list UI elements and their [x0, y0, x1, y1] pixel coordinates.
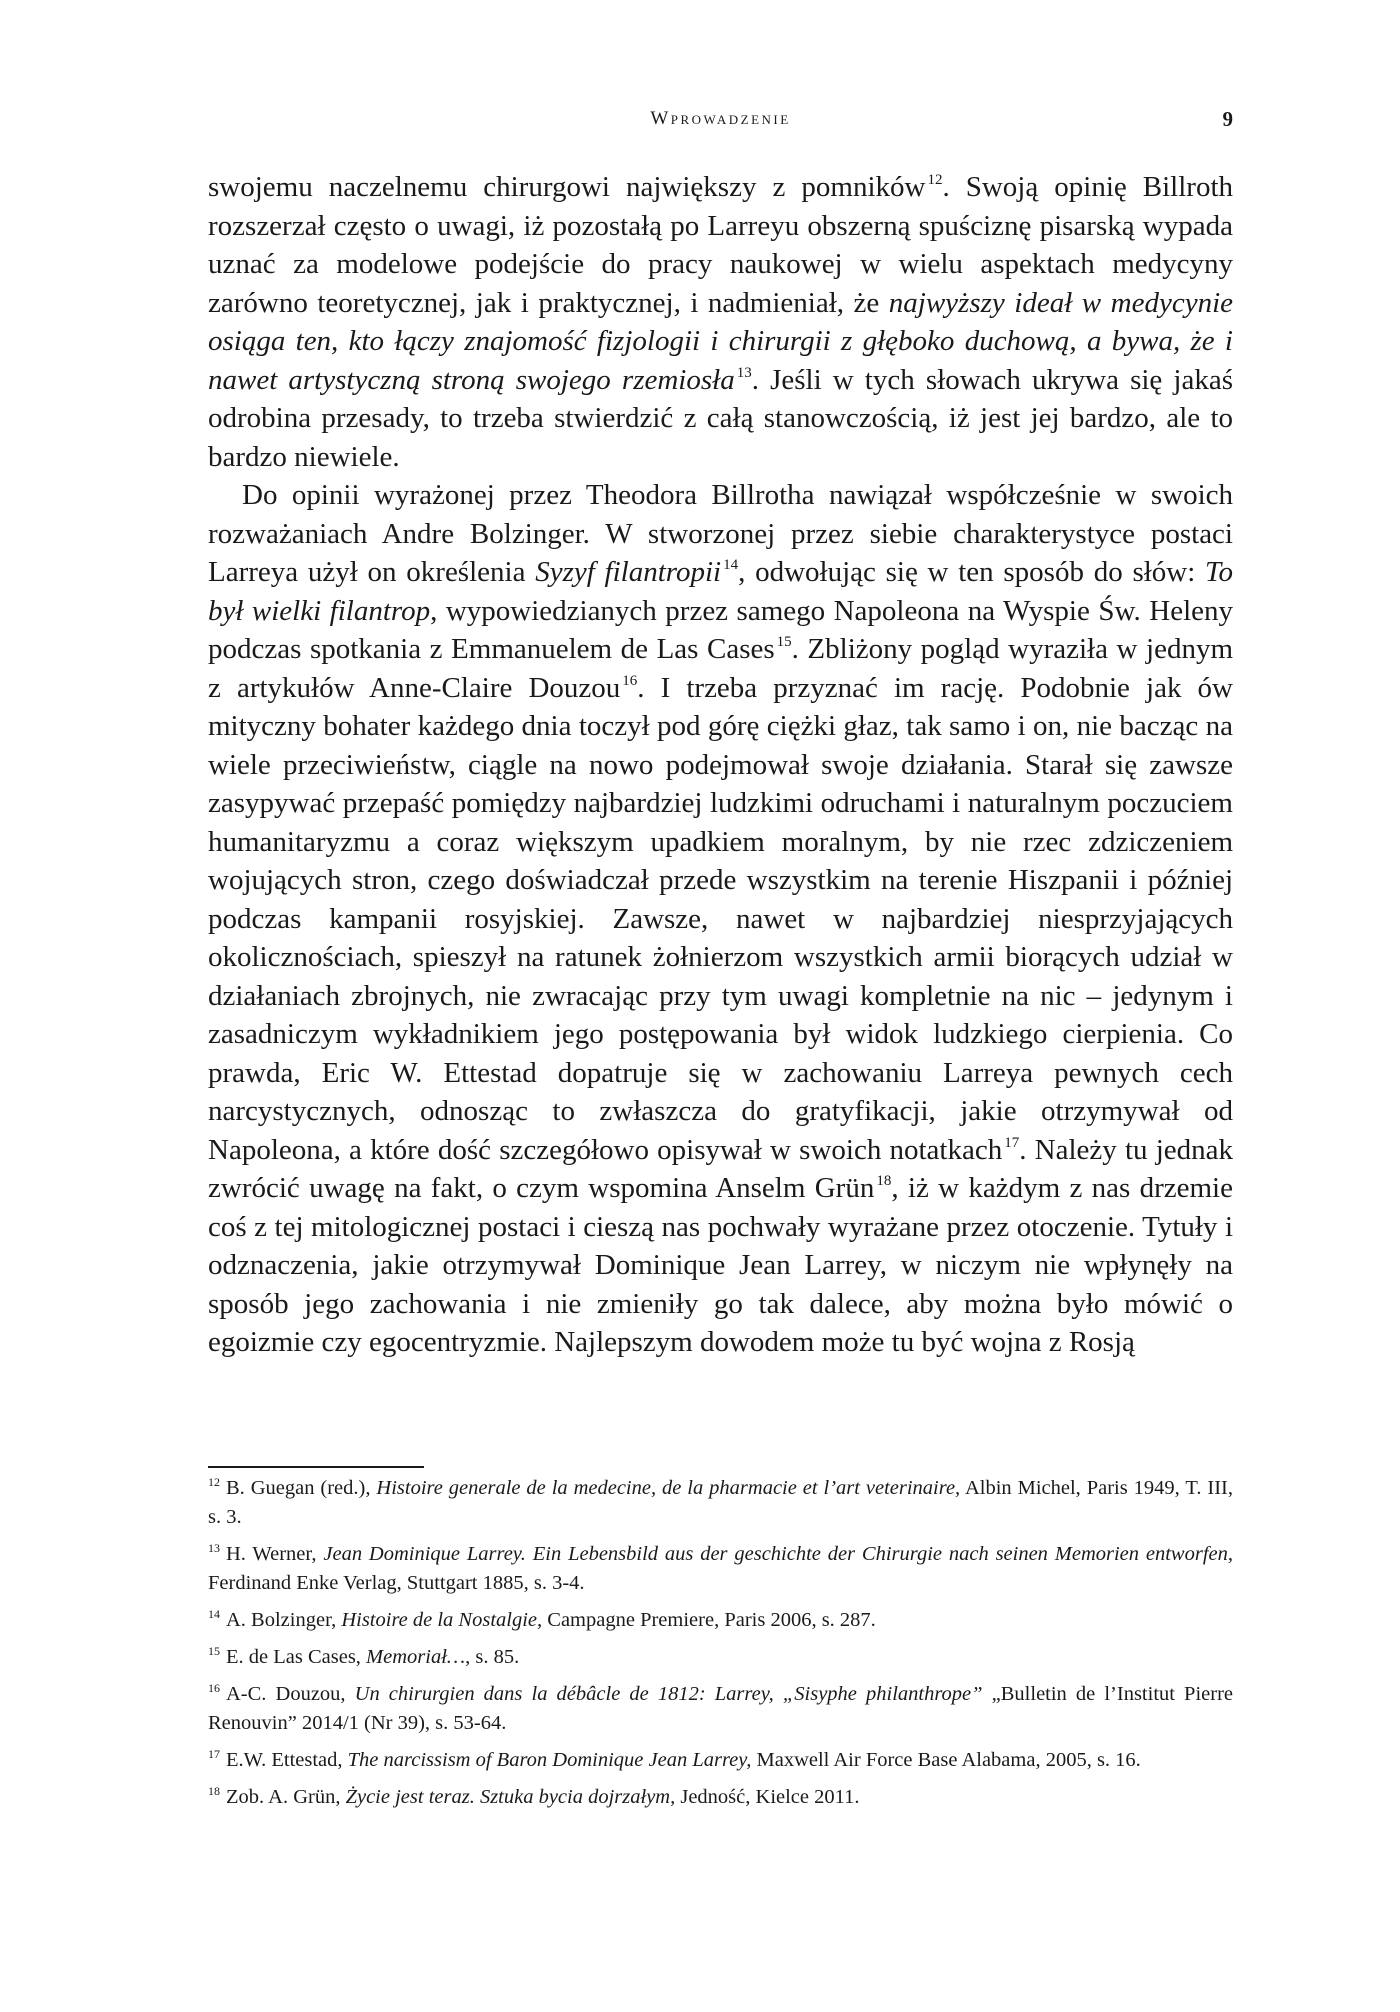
footnote-title: Memoriał…, [366, 1646, 471, 1668]
footnote-title: Życie jest teraz. Sztuka bycia dojrzałym, [345, 1786, 676, 1808]
footnote-text: Maxwell Air Force Base Alabama, 2005, s. 16. [751, 1749, 1141, 1771]
paragraph-2 [208, 476, 1233, 1362]
footnote-ref-15: 15 [776, 634, 792, 650]
footnote-title: Jean Dominique Larrey. Ein Lebensbild aus der geschichte der Chirurgie nach seinen Memorien entworfen, [323, 1543, 1233, 1565]
footnote-text: A-C. Douzou, [226, 1683, 355, 1705]
footnote-13 [208, 1540, 1233, 1598]
running-head [208, 104, 1233, 134]
footnote-text: B. Guegan (red.), [226, 1477, 377, 1499]
footnote-number: 16 [208, 1681, 220, 1695]
text-run: swojemu naczelnemu chirurgowi największy z pomników [208, 171, 926, 203]
footnote-number: 12 [208, 1475, 220, 1489]
text-run: , iż w każdym z nas drzemie coś z tej mitologicznej postaci i cieszą nas pochwały wyrażane przez otoczenie. Tytuły i odznaczenia, jakie otrzymywał Dominique Jean Larrey, w niczym nie wpłynęły na sposób jego zachowania i nie zmieniły go tak dalece, aby można było mówić o egoizmie czy egocentryzmie. Najlepszym dowodem może tu być wojna z Rosją [208, 1172, 1233, 1358]
footnote-title: Histoire de la Nostalgie, [341, 1609, 543, 1631]
paragraph-1 [208, 168, 1233, 476]
footnote-text: E. de Las Cases, [226, 1646, 367, 1668]
footnote-text: Campagne Premiere, Paris 2006, s. 287. [542, 1609, 876, 1631]
footnote-text: s. 85. [470, 1646, 520, 1668]
footnote-text: A. Bolzinger, [226, 1609, 342, 1631]
footnote-ref-12: 12 [927, 172, 943, 188]
footnote-text: Jedność, Kielce 2011. [675, 1786, 860, 1808]
footnote-14 [208, 1606, 1233, 1635]
page-number: 9 [1222, 107, 1233, 131]
body-text [208, 168, 1233, 1362]
text-run: . Swoją opinię Billroth rozszerzał często o uwagi, iż pozostałą po Larreyu obszerną spuściznę pisarską wypada uznać za modelowe podejście do pracy naukowej w wielu aspektach medycyny zarówno teoretycznej, jak i praktycznej, i nadmieniał, że [208, 171, 1234, 319]
footnote-number: 13 [208, 1541, 220, 1555]
text-run: . I trzeba przyznać im rację. Podobnie jak ów mityczny bohater każdego dnia toczył pod górę ciężki głaz, tak samo i on, nie bacząc na wiele przeciwieństw, ciągle na nowo podejmował swoje działania. Starał się zawsze zasypywać przepaść pomiędzy najbardziej ludzkimi odruchami i naturalnym poczuciem humanitaryzmu a coraz większym upadkiem moralnym, by nie rzec zdziczeniem wojujących stron, czego doświadczał przede wszystkim na terenie Hiszpanii i później podczas kampanii rosyjskiej. Zawsze, nawet w najbardziej niesprzyjających okolicznościach, spieszył na ratunek żołnierzom wszystkich armii biorących udział w działaniach zbrojnych, nie zwracając przy tym uwagi kompletnie na nic – jedynym i zasadniczym wykładnikiem jego postępowania był widok ludzkiego cierpienia. Co prawda, Eric W. Ettestad dopatruje się w zachowaniu Larreya pewnych cech narcystycznych, odnosząc to zwłaszcza do gratyfikacji, jakie otrzymywał od Napoleona, a które dość szczegółowo opisywał w swoich notatkach [208, 671, 1233, 1166]
footnote-text: H. Werner, [226, 1543, 324, 1565]
term-italic: Syzyf filantropii [535, 556, 722, 588]
footnote-text: Albin Michel, Paris 1949, T. III, s. 3. [208, 1477, 1233, 1528]
footnote-ref-16: 16 [622, 672, 638, 689]
footnote-18 [208, 1783, 1233, 1812]
text-run: . Zbliżony pogląd wyraziła w jednym z artykułów Anne-Claire Douzou [208, 633, 1233, 704]
text-run: , odwołując się w ten sposób do słów: [738, 556, 1206, 588]
footnote-rule [208, 1466, 424, 1468]
quote-italic: To był wielki filantrop [208, 556, 1233, 627]
footnote-ref-18: 18 [876, 1173, 892, 1189]
text-run: , wypowiedzianych przez samego Napoleona na Wyspie Św. Heleny podczas spotkania z Emmanuelem de Las Cases [208, 594, 1234, 665]
text-run: Do opinii wyrażonej przez Theodora Billrotha nawiązał współcześnie w swoich rozważaniach Andre Bolzinger. W stworzonej przez siebie charakterystyce postaci Larreya użył on określenia [208, 479, 1233, 588]
running-title: Wprowadzenie [650, 108, 791, 129]
footnotes [208, 1474, 1233, 1820]
footnote-text: Zob. A. Grün, [226, 1786, 346, 1808]
text-run: . Należy tu jednak zwrócić uwagę na fakt, o czym wspomina Anselm Grün [208, 1133, 1233, 1204]
footnote-text: Ferdinand Enke Verlag, Stuttgart 1885, s. 3-4. [208, 1572, 585, 1594]
footnote-15 [208, 1643, 1233, 1672]
quote-italic: najwyższy ideał w medycynie osiąga ten, kto łączy znajomość fizjologii i chirurgii z głęboko duchową, a bywa, że i nawet artystyczną stroną swojego rzemiosła [208, 286, 1234, 396]
footnote-text: E.W. Ettestad, [226, 1749, 348, 1771]
footnote-number: 14 [208, 1607, 220, 1621]
footnote-number: 17 [208, 1747, 220, 1761]
footnote-ref-17: 17 [1004, 1134, 1020, 1151]
footnote-title: The narcissism of Baron Dominique Jean Larrey, [347, 1749, 752, 1771]
footnote-ref-14: 14 [723, 557, 739, 573]
footnote-16 [208, 1680, 1233, 1738]
footnote-ref-13: 13 [736, 364, 752, 381]
footnote-text: „Bulletin de l’Institut Pierre Renouvin” 2014/1 (Nr 39), s. 53-64. [208, 1683, 1234, 1734]
footnote-17 [208, 1746, 1233, 1775]
footnote-number: 18 [208, 1784, 220, 1798]
text-run: . Jeśli w tych słowach ukrywa się jakaś odrobina przesady, to trzeba stwierdzić z całą stanowczością, iż jest jej bardzo, ale to bardzo niewiele. [208, 363, 1233, 473]
footnote-title: Histoire generale de la medecine, de la pharmacie et l’art veterinaire, [376, 1477, 961, 1499]
footnote-title: Un chirurgien dans la débâcle de 1812: Larrey, „Sisyphe philanthrope” [354, 1683, 983, 1705]
footnote-12 [208, 1474, 1233, 1532]
footnote-number: 15 [208, 1644, 220, 1658]
